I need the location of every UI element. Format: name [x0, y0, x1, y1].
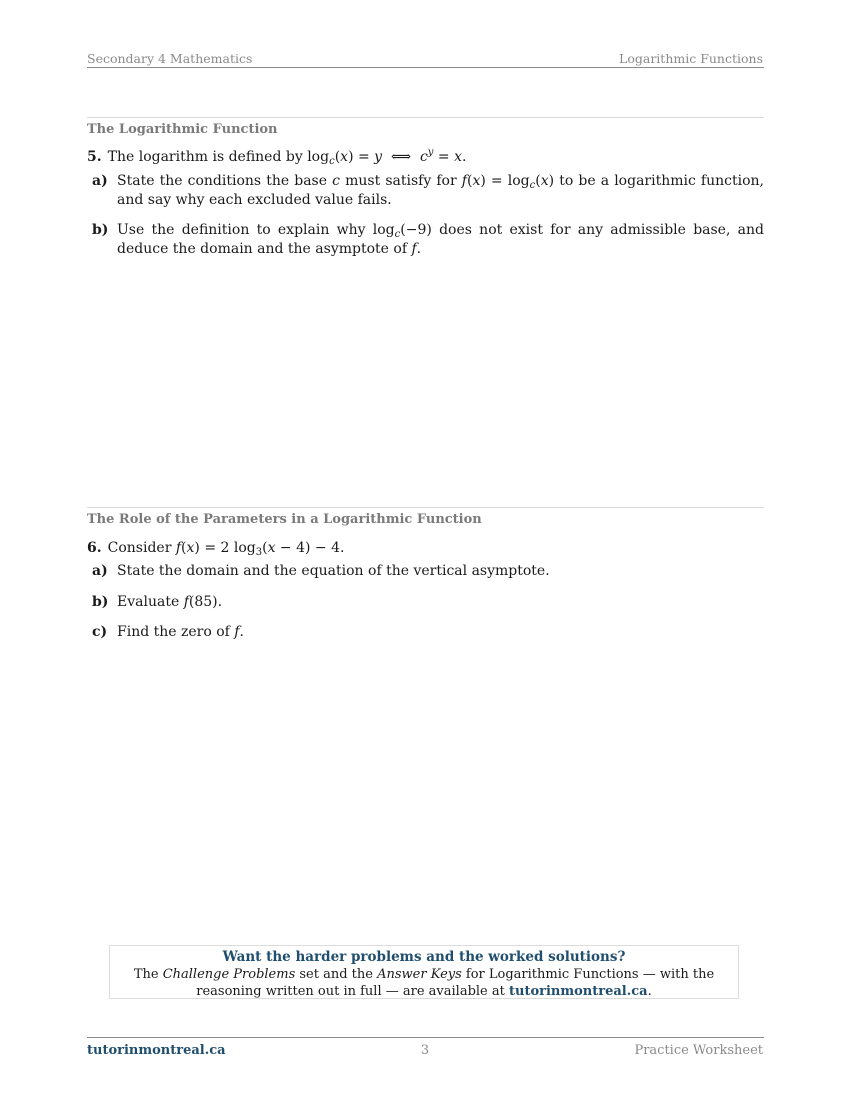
- promo-box: [109, 945, 739, 999]
- challenge-problems-text: Challenge Problems: [162, 967, 296, 982]
- header-course-title: Secondary 4 Mathematics: [87, 51, 253, 66]
- part-text: State the conditions the base c must satisfy for $f(x) = \log_c(x)$ to be a logarithmic function, and say why each excluded value fails.: [117, 173, 764, 208]
- footer-site-link[interactable]: tutorinmontreal.ca: [87, 1043, 226, 1058]
- part-text: Use the definition to explain why $\log_c(-9)$ does not exist for any admissible base, and deduce the domain and the asymptote of f.: [117, 222, 764, 257]
- section-title: The Role of the Parameters in a Logarithmic Function: [87, 512, 482, 527]
- question-6-part-a: [92, 562, 764, 581]
- part-label: b): [92, 222, 109, 238]
- section-title: The Logarithmic Function: [87, 122, 278, 137]
- promo-title: Want the harder problems and the worked solutions?: [222, 949, 626, 965]
- question-number: 6.: [87, 540, 102, 556]
- header-topic-title: Logarithmic Functions: [619, 51, 763, 66]
- question-formula: f(x) = 2 $\log_3(x - 4) - 4$.: [175, 540, 345, 558]
- question-text: The logarithm is defined by: [107, 149, 303, 165]
- promo-link[interactable]: tutorinmontreal.ca: [509, 984, 648, 999]
- part-label: a): [92, 563, 108, 579]
- question-6-part-c: [92, 623, 764, 642]
- question-5-part-a: [92, 172, 764, 210]
- section-divider: [87, 507, 764, 508]
- header-divider: [87, 67, 764, 68]
- question-text: Consider: [107, 540, 172, 556]
- part-label: b): [92, 594, 109, 610]
- question-6: [87, 539, 344, 558]
- answer-keys-text: Answer Keys: [377, 967, 462, 982]
- part-text: Find the zero of f.: [117, 624, 244, 640]
- part-label: a): [92, 173, 108, 189]
- question-6-part-b: [92, 593, 764, 612]
- part-text: State the domain and the equation of the vertical asymptote.: [117, 563, 550, 579]
- question-formula: $\log_c(x) = y$ ⟺ $c^y = x$.: [307, 147, 467, 167]
- page-number: 3: [420, 1043, 430, 1058]
- question-number: 5.: [87, 149, 102, 165]
- promo-body: The Challenge Problems set and the Answer Keys for Logarithmic Functions — with the reasoning written out in full — are available at tutorinmontreal.ca.: [133, 967, 715, 999]
- part-label: c): [92, 624, 108, 640]
- section-divider: [87, 117, 764, 118]
- question-5: [87, 148, 466, 167]
- question-5-part-b: [92, 221, 764, 259]
- part-text: Evaluate f(85).: [117, 594, 223, 610]
- footer-doc-type: Practice Worksheet: [634, 1043, 763, 1058]
- footer-divider: [87, 1037, 764, 1038]
